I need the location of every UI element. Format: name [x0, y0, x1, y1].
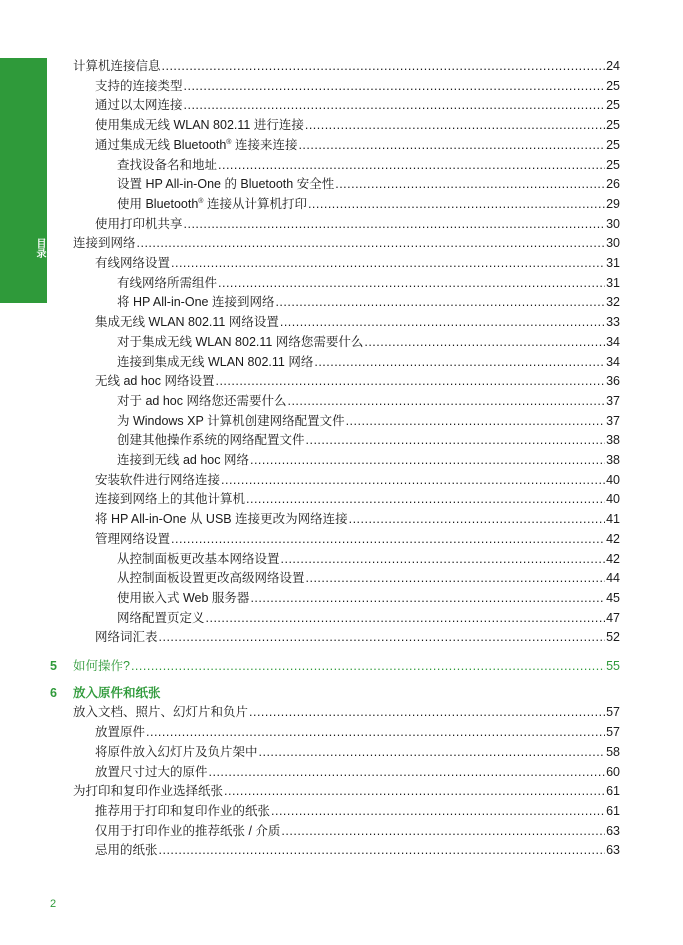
- toc-entry-title-text: 如何操作?: [73, 659, 130, 673]
- toc-entry-title: [95, 822, 280, 842]
- dot-leader: [159, 628, 606, 648]
- toc-entry-line: [117, 392, 620, 412]
- toc-entry-title-text: 放入原件和纸张: [73, 685, 161, 700]
- toc-entry-title-text: 连接从计算机打印: [203, 196, 307, 211]
- toc-entry-line: [117, 589, 620, 609]
- toc-entry[interactable]: [0, 628, 683, 648]
- toc-entry-line: [95, 743, 620, 763]
- dot-leader: [159, 841, 606, 861]
- toc-entry-line: [95, 723, 620, 743]
- toc-entry-line: [73, 782, 620, 802]
- toc-entry[interactable]: [0, 589, 683, 609]
- toc-entry-title: [95, 510, 348, 530]
- toc-page-number: 38: [606, 433, 620, 448]
- dot-leader: [250, 451, 605, 471]
- toc-entry-title-text: 从控制面板设置更改高级网络设置: [117, 571, 305, 586]
- dot-leader: [146, 723, 605, 743]
- toc-entry-title-text: 连接来连接: [231, 137, 298, 152]
- toc-entry-title-text: 忌用的纸张: [95, 843, 158, 858]
- toc-entry-title: [95, 763, 208, 783]
- dot-leader: [162, 57, 606, 77]
- toc-entry-title: [95, 743, 258, 763]
- toc-entry-title-text: 连接到无线 ad hoc 网络: [117, 453, 249, 467]
- toc-entry-title-text: 网络词汇表: [95, 630, 158, 645]
- dot-leader: [306, 569, 606, 589]
- toc-page-number: 30: [606, 236, 620, 251]
- dot-leader: [306, 431, 606, 451]
- toc-entry-line: [95, 628, 620, 648]
- toc-entry-title-text: 有线网络所需组件: [117, 275, 218, 290]
- toc-page-number: 31: [606, 275, 620, 290]
- chapter-number: 5: [50, 659, 57, 673]
- toc-entry[interactable]: [0, 313, 683, 333]
- toc-page-number: 34: [606, 334, 620, 349]
- toc-entry-title: [95, 96, 183, 116]
- toc-entry-title-text: 网络配置页定义: [117, 610, 205, 625]
- chapter-number: 6: [50, 685, 57, 700]
- toc-page-number: 37: [606, 393, 620, 408]
- toc-entry-title: [117, 550, 280, 570]
- toc-entry-title-text: 使用嵌入式 Web 服务器: [117, 590, 250, 605]
- toc-entry[interactable]: [0, 96, 683, 116]
- toc-page-number: 34: [606, 354, 620, 369]
- toc-entry[interactable]: [0, 763, 683, 783]
- toc-entry-line: [95, 136, 620, 156]
- toc-entry-title-text: 为 Windows XP 计算机创建网络配置文件: [117, 413, 345, 428]
- toc-page-number: 55: [606, 659, 620, 673]
- toc-entry-line: [95, 77, 620, 97]
- toc-entry-title: [73, 703, 248, 723]
- toc-entry-line: [95, 116, 620, 136]
- toc-entry-title-text: 使用 Bluetooth: [117, 196, 199, 211]
- toc-entry-title: [95, 136, 297, 156]
- toc-entry[interactable]: [0, 57, 683, 77]
- toc-page-number: 40: [606, 492, 620, 507]
- dot-leader: [364, 333, 605, 353]
- toc-entry-title: [95, 77, 183, 97]
- toc-entry-line: [95, 822, 620, 842]
- toc-entry-line: [95, 510, 620, 530]
- toc-entry[interactable]: [0, 530, 683, 550]
- toc-entry[interactable]: [0, 569, 683, 589]
- toc-page-number: 42: [606, 551, 620, 566]
- toc-page-number: 58: [606, 744, 620, 759]
- toc-page-number: 44: [606, 571, 620, 586]
- toc-page-number: 63: [606, 843, 620, 858]
- toc-entry-title-text: 支持的连接类型: [95, 78, 183, 93]
- toc-entry-title-text: 使用打印机共享: [95, 216, 183, 231]
- toc-entry-line: [117, 274, 620, 294]
- toc-entry-title-text: 查找设备名和地址: [117, 157, 218, 172]
- toc-entry-title: [73, 684, 161, 704]
- toc-entry[interactable]: [0, 802, 683, 822]
- toc-page-number: 32: [606, 295, 620, 310]
- dot-leader: [349, 510, 606, 530]
- toc-entry-line: [95, 490, 620, 510]
- toc-entry-title-text: 放入文档、照片、幻灯片和负片: [73, 705, 249, 720]
- dot-leader: [275, 293, 605, 313]
- toc-entry-title-text: 计算机连接信息: [73, 59, 161, 73]
- toc-entry-line: [95, 763, 620, 783]
- toc-entry[interactable]: [0, 77, 683, 97]
- toc-entry[interactable]: [0, 841, 683, 861]
- toc-entry-line: [95, 841, 620, 861]
- dot-leader: [280, 313, 605, 333]
- dot-leader: [184, 96, 606, 116]
- toc-entry-title-text: 将 HP All-in-One 从 USB 连接更改为网络连接: [95, 512, 348, 527]
- toc-entry[interactable]: [0, 254, 683, 274]
- toc-entry-title-text: 对于集成无线 WLAN 802.11 网络您需要什么: [117, 334, 364, 349]
- toc-page-number: 57: [606, 725, 620, 740]
- toc-entry-title-text: 连接到网络: [73, 236, 136, 251]
- toc-entry-title-text: 推荐用于打印和复印作业的纸张: [95, 803, 271, 818]
- dot-leader: [314, 353, 605, 373]
- toc-entry-title: [117, 569, 305, 589]
- chapter-6-heading[interactable]: [0, 684, 683, 704]
- toc-entry-title-text: 连接到集成无线 WLAN 802.11 网络: [117, 354, 314, 369]
- toc-entry-title-text: 集成无线 WLAN 802.11 网络设置: [95, 315, 279, 330]
- toc-page-number: 29: [606, 196, 620, 211]
- toc-page-number: 25: [606, 137, 620, 152]
- toc-entry-line: [117, 550, 620, 570]
- toc-entry[interactable]: [0, 412, 683, 432]
- toc-entry-title: [95, 254, 170, 274]
- toc-entry-title-text: 设置 HP All-in-One 的 Bluetooth 安全性: [117, 177, 335, 192]
- toc-page-number: 25: [606, 78, 620, 93]
- toc-entry-title: [73, 657, 130, 677]
- toc-entry-line: [117, 156, 620, 176]
- toc-page-number: 38: [606, 453, 620, 467]
- toc-entry-title: [117, 156, 217, 176]
- toc-entry-title: [95, 530, 170, 550]
- toc-entry[interactable]: [0, 234, 683, 254]
- dot-leader: [271, 802, 605, 822]
- toc-entry-title: [95, 313, 279, 333]
- toc-entry-line: [117, 412, 620, 432]
- toc-entry-title: [117, 274, 217, 294]
- toc-entry-title: [95, 841, 158, 861]
- toc-entry-line: [95, 313, 620, 333]
- toc-entry-title: [95, 628, 158, 648]
- toc-entry-title-text: 对于 ad hoc 网络您还需要什么: [117, 393, 287, 408]
- toc-entry-title-text: 管理网络设置: [95, 531, 171, 546]
- toc-page-number: 40: [606, 472, 620, 487]
- toc-entry[interactable]: [0, 353, 683, 373]
- toc-entry-title: [117, 175, 334, 195]
- toc-entry[interactable]: [0, 392, 683, 412]
- dot-leader: [171, 530, 605, 550]
- toc-entry-line: [117, 569, 620, 589]
- dot-leader: [221, 471, 605, 491]
- toc-entry-line: [95, 471, 620, 491]
- dot-leader: [335, 175, 605, 195]
- toc-entry-line: [117, 609, 620, 629]
- toc-page-number: 25: [606, 98, 620, 113]
- dot-leader: [131, 657, 605, 677]
- toc-entry-line: [95, 372, 620, 392]
- toc-page-number: 33: [606, 315, 620, 330]
- toc-entry-title-text: 从控制面板更改基本网络设置: [117, 551, 280, 566]
- toc-entry-title-text: 放置尺寸过大的原件: [95, 764, 208, 779]
- toc-entry-title: [73, 234, 136, 254]
- toc-entry-title: [95, 490, 245, 510]
- toc-page-number: 41: [606, 512, 620, 527]
- dot-leader: [184, 215, 606, 235]
- dot-leader: [171, 254, 605, 274]
- toc-entry[interactable]: [0, 703, 683, 723]
- dot-leader: [281, 550, 606, 570]
- toc-entry-title-text: 放置原件: [95, 725, 146, 740]
- toc-entry[interactable]: [0, 293, 683, 313]
- toc-entry-title: [95, 215, 183, 235]
- toc-entry-title: [95, 723, 145, 743]
- toc-entry-line: [117, 195, 620, 215]
- toc-page-number: 30: [606, 216, 620, 231]
- dot-leader: [250, 589, 605, 609]
- toc-entry-title-text: 将原件放入幻灯片及负片架中: [95, 744, 258, 759]
- toc-entry-line: [95, 254, 620, 274]
- toc-entry-title: [95, 372, 214, 392]
- dot-leader: [206, 609, 606, 629]
- registered-mark: ®: [226, 138, 232, 146]
- toc-entry-line: [95, 215, 620, 235]
- toc-entry-title: [117, 195, 307, 215]
- dot-leader: [298, 136, 605, 156]
- toc-entry-title-text: 仅用于打印作业的推荐纸张 / 介质: [95, 823, 281, 838]
- dot-leader: [218, 274, 605, 294]
- toc-entry[interactable]: [0, 451, 683, 471]
- toc-page-number: 52: [606, 630, 620, 645]
- toc-page-number: 42: [606, 531, 620, 546]
- toc-entry-line: [73, 657, 620, 677]
- toc-entry-title-text: 通过以太网连接: [95, 98, 183, 113]
- dot-leader: [246, 490, 605, 510]
- registered-mark: ®: [198, 197, 204, 205]
- toc-entry[interactable]: [0, 431, 683, 451]
- toc-page-number: 31: [606, 256, 620, 270]
- toc-page-number: 60: [606, 764, 620, 779]
- toc-entry[interactable]: [0, 743, 683, 763]
- toc-entry[interactable]: [0, 609, 683, 629]
- toc-entry[interactable]: [0, 723, 683, 743]
- dot-leader: [346, 412, 606, 432]
- dot-leader: [305, 116, 605, 136]
- toc-entry[interactable]: [0, 116, 683, 136]
- toc-entry-line: [117, 175, 620, 195]
- toc-entry-title: [95, 116, 304, 136]
- dot-leader: [281, 822, 605, 842]
- toc-page-number: 61: [606, 803, 620, 818]
- toc-entry-line: [73, 703, 620, 723]
- toc-entry-title-text: 有线网络设置: [95, 256, 171, 270]
- dot-leader: [287, 392, 605, 412]
- toc-entry-line: [73, 57, 620, 77]
- toc-entry[interactable]: [0, 156, 683, 176]
- toc-page-number: 45: [606, 590, 620, 605]
- toc-entry-title: [95, 802, 270, 822]
- toc-entry-line: [117, 451, 620, 471]
- toc-entry-title: [117, 609, 205, 629]
- chapter-5-entry[interactable]: [0, 657, 683, 677]
- toc-entry-line: [73, 234, 620, 254]
- dot-leader: [137, 234, 606, 254]
- toc-entry-title-text: 将 HP All-in-One 连接到网络: [117, 295, 275, 310]
- toc-entry-line: [117, 431, 620, 451]
- toc-entry[interactable]: [0, 175, 683, 195]
- dot-leader: [259, 743, 606, 763]
- toc-page-number: 24: [606, 59, 620, 73]
- toc-entry[interactable]: [0, 510, 683, 530]
- dot-leader: [308, 195, 605, 215]
- toc-entry-title: [117, 353, 313, 373]
- toc-entry[interactable]: [0, 136, 683, 156]
- toc-page-number: 26: [606, 177, 620, 192]
- toc-entry-title: [117, 293, 274, 313]
- toc-entry[interactable]: [0, 822, 683, 842]
- dot-leader: [215, 372, 605, 392]
- dot-leader: [249, 703, 605, 723]
- toc-page-number: 61: [606, 784, 620, 799]
- toc-entry-line: [95, 96, 620, 116]
- toc-entry-line: [95, 530, 620, 550]
- toc-entry-line: [117, 353, 620, 373]
- toc-entry-title: [117, 392, 286, 412]
- toc-entry[interactable]: [0, 195, 683, 215]
- toc-entry-title: [117, 589, 249, 609]
- toc-entry-line: [95, 802, 620, 822]
- dot-leader: [209, 763, 606, 783]
- toc-entry-title: [117, 333, 363, 353]
- toc-entry-title: [73, 782, 223, 802]
- toc-entry-title-text: 连接到网络上的其他计算机: [95, 492, 246, 507]
- toc-page-number: 36: [606, 374, 620, 389]
- toc-entry[interactable]: [0, 274, 683, 294]
- toc-entry-title-text: 通过集成无线 Bluetooth: [95, 137, 227, 152]
- toc-entry-title: [117, 412, 345, 432]
- dot-leader: [224, 782, 605, 802]
- toc-entry-title: [95, 471, 220, 491]
- toc-entry[interactable]: [0, 333, 683, 353]
- toc-entry-title-text: 安装软件进行网络连接: [95, 472, 221, 487]
- dot-leader: [184, 77, 606, 97]
- toc-page-number: 37: [606, 413, 620, 428]
- toc-entry-title-text: 创建其他操作系统的网络配置文件: [117, 433, 305, 448]
- toc-entry-line: [117, 333, 620, 353]
- toc-entry[interactable]: [0, 372, 683, 392]
- toc-page-number: 57: [606, 705, 620, 720]
- toc-entry[interactable]: [0, 782, 683, 802]
- toc-entry-title: [117, 451, 249, 471]
- toc-entry-title-text: 使用集成无线 WLAN 802.11 进行连接: [95, 118, 304, 133]
- toc-page-number: 47: [606, 610, 620, 625]
- toc-entry-title: [117, 431, 305, 451]
- toc-entry[interactable]: [0, 471, 683, 491]
- toc-entry-title-text: 为打印和复印作业选择纸张: [73, 784, 224, 799]
- toc-entry-line: [117, 293, 620, 313]
- page-number: 2: [50, 898, 57, 910]
- side-tab-label: 目录: [34, 238, 45, 258]
- toc-entry-line: [73, 684, 620, 704]
- toc-entry-title-text: 无线 ad hoc 网络设置: [95, 374, 215, 389]
- toc-page-number: 25: [606, 118, 620, 133]
- toc-page-number: 63: [606, 823, 620, 838]
- dot-leader: [218, 156, 605, 176]
- toc-entry[interactable]: [0, 215, 683, 235]
- toc-entry-title: [73, 57, 161, 77]
- toc-entry[interactable]: [0, 490, 683, 510]
- toc-page-number: 25: [606, 157, 620, 172]
- toc-entry[interactable]: [0, 550, 683, 570]
